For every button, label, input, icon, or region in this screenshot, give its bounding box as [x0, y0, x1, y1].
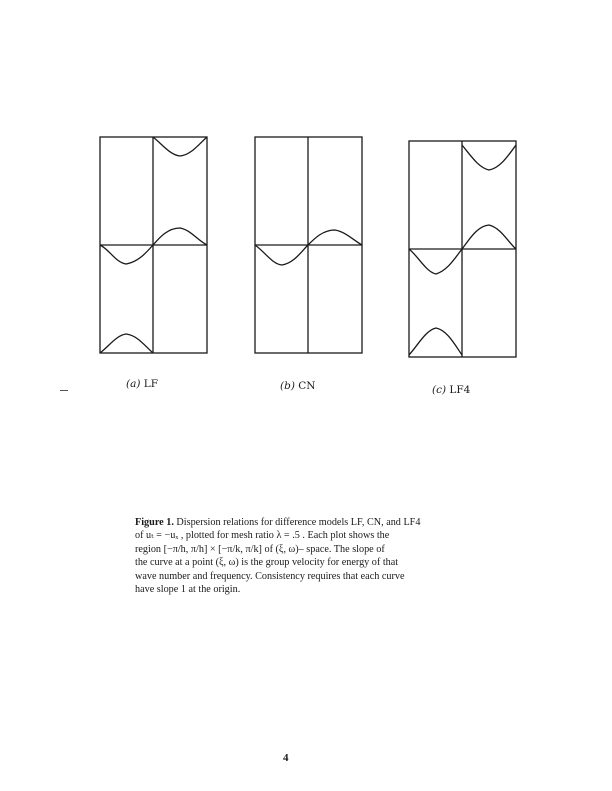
panel-name: LF4	[449, 384, 471, 396]
panel-name: CN	[298, 380, 316, 392]
parasitic-curve-bottom	[409, 328, 462, 355]
panel-label-lf	[126, 378, 158, 390]
panel-lf-plot	[100, 137, 207, 353]
panel-label-cn	[280, 380, 316, 392]
figure-caption	[135, 516, 487, 596]
parasitic-curve-bottom	[100, 334, 153, 353]
panel-letter: (c)	[432, 384, 447, 396]
panel-letter: (b)	[280, 380, 295, 392]
caption-line: wave number and frequency. Consistency requires that each curve	[135, 570, 405, 582]
caption-figure-label: Figure 1.	[135, 517, 174, 528]
parasitic-curve-top	[462, 145, 516, 170]
caption-text: Dispersion relations for difference models LF, CN, and LF4	[173, 517, 421, 528]
panel-label-lf4	[432, 384, 470, 396]
parasitic-curve-top	[153, 137, 207, 156]
panel-name: LF	[143, 378, 159, 390]
page-number: 4	[283, 752, 289, 764]
caption-line: of uₜ = −uₓ , plotted for mesh ratio λ = .5 . Each plot shows the	[135, 530, 390, 542]
panel-lf4-plot	[409, 141, 516, 357]
caption-line: region [−π/h, π/h] × [−π/k, π/k] of (ξ, ω)– space. The slope of	[135, 543, 385, 555]
panel-letter: (a)	[126, 378, 141, 390]
panel-cn-plot	[255, 137, 362, 353]
caption-line: have slope 1 at the origin.	[135, 584, 241, 596]
caption-line: the curve at a point (ξ, ω) is the group velocity for energy of that	[135, 557, 399, 569]
caption-line	[135, 516, 487, 529]
